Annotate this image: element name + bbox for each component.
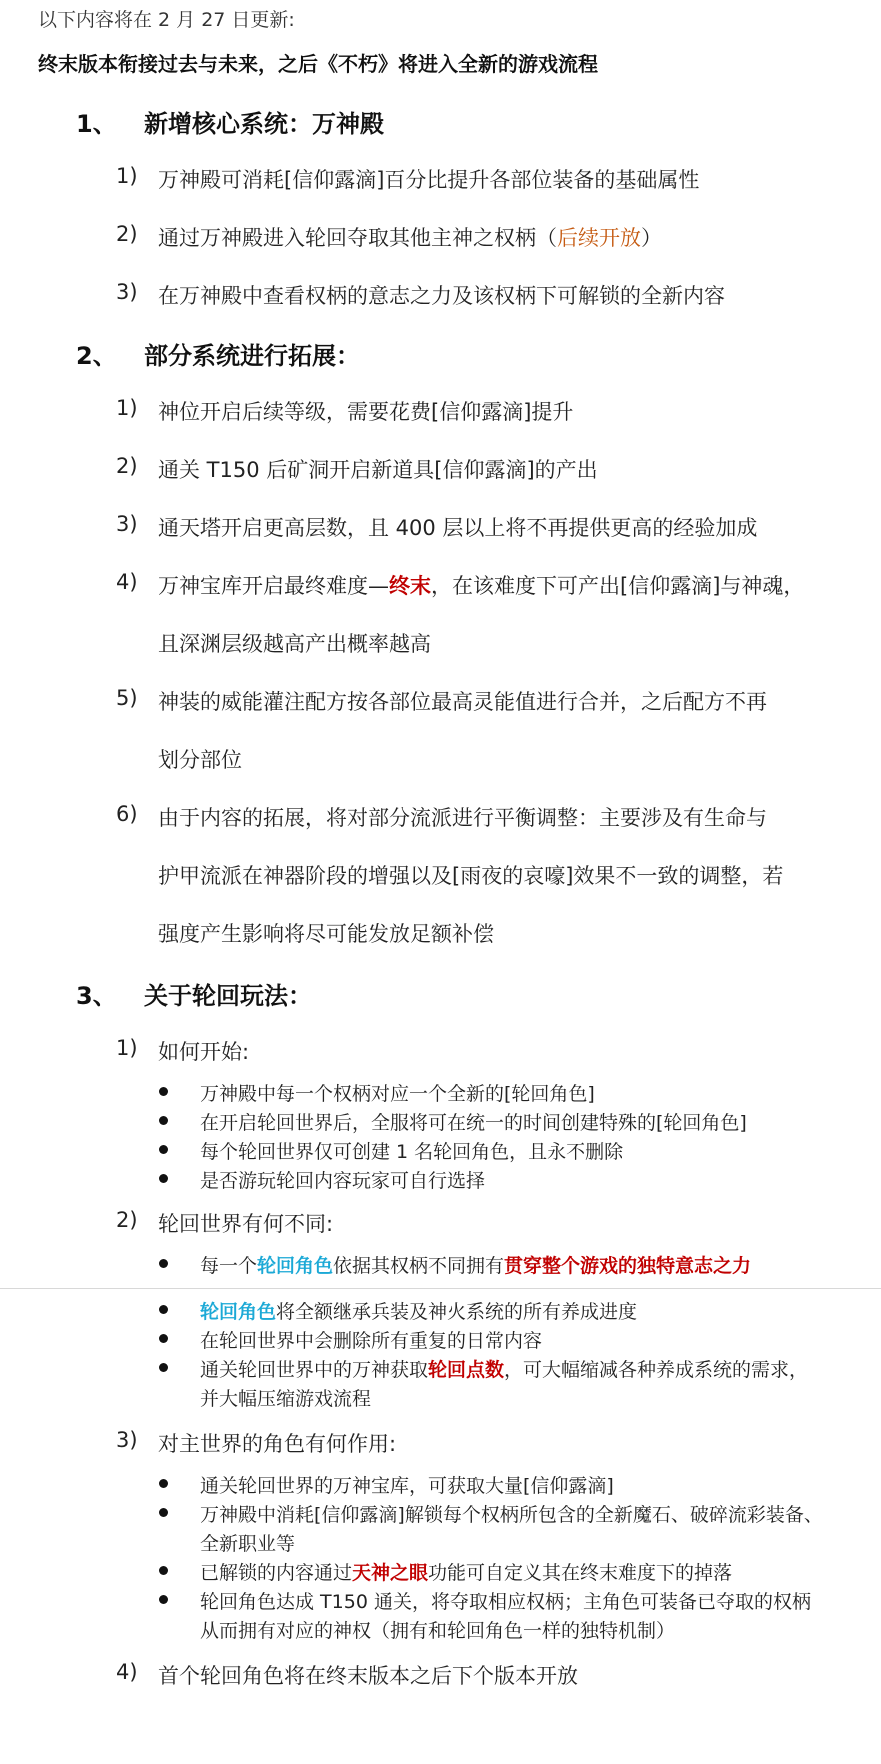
highlight-samsara-points: 轮回点数 [428, 1359, 505, 1381]
highlight-later-open: 后续开放 [557, 226, 641, 250]
item-text: 如何开始: [158, 1040, 250, 1064]
item-text: 神位开启后续等级，需要花费[信仰露滴]提升 [158, 400, 574, 424]
item-text: 神装的威能灌注配方按各部位最高灵能值进行合并，之后配方不再 [158, 690, 767, 714]
highlight-unique-will: 贯穿整个游戏的独特意志之力 [504, 1255, 752, 1277]
item-number: 4) [116, 1660, 138, 1684]
bullet-dot-icon [159, 1595, 168, 1604]
highlight-eye-of-god: 天神之眼 [352, 1562, 429, 1584]
bullet-dot-icon [159, 1087, 168, 1096]
section-number: 1、 [76, 110, 117, 138]
item-text: 在万神殿中查看权柄的意志之力及该权柄下可解锁的全新内容 [158, 284, 725, 308]
item-continuation: 强度产生影响将尽可能发放足额补偿 [158, 922, 494, 946]
section-title: 关于轮回玩法： [144, 982, 312, 1010]
bullet-text: 已解锁的内容通过天神之眼功能可自定义其在终末难度下的掉落 [200, 1562, 733, 1584]
bullet-dot-icon [159, 1174, 168, 1183]
bullet-dot-icon [159, 1363, 168, 1372]
highlight-samsara-role: 轮回角色 [257, 1255, 334, 1277]
item-number: 1) [116, 1036, 138, 1060]
bullet-dot-icon [159, 1566, 168, 1575]
item-number: 3) [116, 1428, 138, 1452]
section-number: 2、 [76, 342, 117, 370]
item-number: 5) [116, 686, 138, 710]
bullet-continuation: 全新职业等 [200, 1533, 296, 1555]
item-text: 首个轮回角色将在终末版本之后下个版本开放 [158, 1664, 578, 1688]
item-number: 1) [116, 164, 138, 188]
bullet-text: 在轮回世界中会删除所有重复的日常内容 [200, 1330, 543, 1352]
section-number: 3、 [76, 982, 117, 1010]
item-number: 2) [116, 222, 138, 246]
item-continuation: 且深渊层级越高产出概率越高 [158, 632, 431, 656]
bullet-text: 每一个轮回角色依据其权柄不同拥有贯穿整个游戏的独特意志之力 [200, 1255, 752, 1277]
bullet-text: 轮回角色达成 T150 通关，将夺取相应权柄；主角色可装备已夺取的权柄 [200, 1591, 811, 1613]
section-title: 部分系统进行拓展： [144, 342, 360, 370]
bullet-dot-icon [159, 1479, 168, 1488]
item-continuation: 护甲流派在神器阶段的增强以及[雨夜的哀嚎]效果不一致的调整，若 [158, 864, 784, 888]
bullet-text: 轮回角色将全额继承兵装及神火系统的所有养成进度 [200, 1301, 638, 1323]
highlight-final-difficulty: 终末 [389, 574, 431, 598]
item-text: 通天塔开启更高层数，且 400 层以上将不再提供更高的经验加成 [158, 516, 758, 540]
bullet-text: 通关轮回世界的万神宝库，可获取大量[信仰露滴] [200, 1475, 614, 1497]
bullet-continuation: 从而拥有对应的神权（拥有和轮回角色一样的独特机制） [200, 1620, 676, 1642]
bullet-text: 通关轮回世界中的万神获取轮回点数，可大幅缩减各种养成系统的需求， [200, 1359, 809, 1381]
item-number: 2) [116, 1208, 138, 1232]
item-continuation: 划分部位 [158, 748, 242, 772]
item-text: 通关 T150 后矿洞开启新道具[信仰露滴]的产出 [158, 458, 598, 482]
item-number: 1) [116, 396, 138, 420]
item-number: 2) [116, 454, 138, 478]
item-number: 6) [116, 802, 138, 826]
item-text: 万神宝库开启最终难度—终末，在该难度下可产出[信仰露滴]与神魂， [158, 574, 805, 598]
item-number: 3) [116, 280, 138, 304]
section-title: 新增核心系统：万神殿 [144, 110, 384, 138]
bullet-text: 万神殿中消耗[信仰露滴]解锁每个权柄所包含的全新魔石、破碎流彩装备、 [200, 1504, 823, 1526]
intro-text: 以下内容将在 2 月 27 日更新: [38, 9, 295, 31]
bullet-dot-icon [159, 1305, 168, 1314]
item-number: 3) [116, 512, 138, 536]
page-divider [0, 1288, 881, 1289]
bullet-text: 是否游玩轮回内容玩家可自行选择 [200, 1170, 486, 1192]
bullet-text: 在开启轮回世界后，全服将可在统一的时间创建特殊的[轮回角色] [200, 1112, 747, 1134]
item-number: 4) [116, 570, 138, 594]
item-text: 对主世界的角色有何作用: [158, 1432, 397, 1456]
item-text: 通过万神殿进入轮回夺取其他主神之权柄（后续开放） [158, 226, 662, 250]
bullet-dot-icon [159, 1145, 168, 1154]
bullet-continuation: 并大幅压缩游戏流程 [200, 1388, 372, 1410]
bullet-dot-icon [159, 1508, 168, 1517]
bullet-text: 每个轮回世界仅可创建 1 名轮回角色，且永不删除 [200, 1141, 624, 1163]
bullet-dot-icon [159, 1259, 168, 1268]
highlight-samsara-role: 轮回角色 [200, 1301, 277, 1323]
bullet-dot-icon [159, 1334, 168, 1343]
item-text: 轮回世界有何不同: [158, 1212, 334, 1236]
document-subtitle: 终末版本衔接过去与未来，之后《不朽》将进入全新的游戏流程 [38, 52, 598, 76]
bullet-text: 万神殿中每一个权柄对应一个全新的[轮回角色] [200, 1083, 595, 1105]
bullet-dot-icon [159, 1116, 168, 1125]
item-text: 由于内容的拓展，将对部分流派进行平衡调整：主要涉及有生命与 [158, 806, 767, 830]
item-text: 万神殿可消耗[信仰露滴]百分比提升各部位装备的基础属性 [158, 168, 700, 192]
